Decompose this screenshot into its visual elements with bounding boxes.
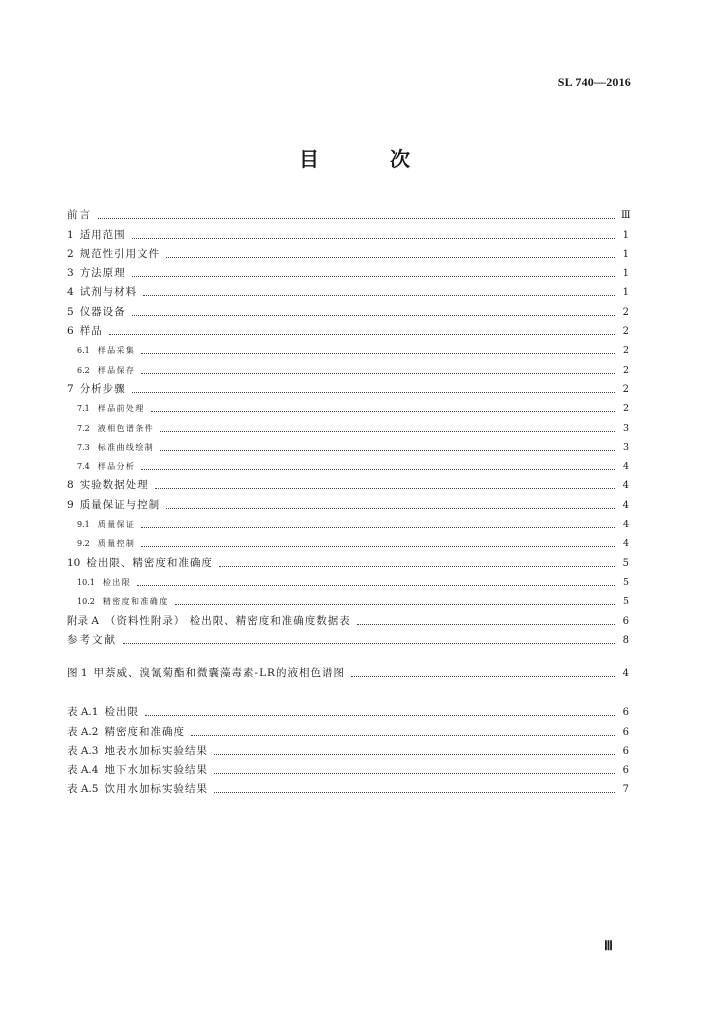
toc-entry-title: 试剂与材料 <box>79 286 138 299</box>
toc-entry-number: 7.2 <box>77 423 90 433</box>
toc-entry-page: 2 <box>622 403 629 415</box>
toc-entry-page: 3 <box>622 441 629 453</box>
toc-entry[interactable] <box>67 550 629 569</box>
toc-entry[interactable] <box>67 492 629 511</box>
dot-leader <box>151 410 615 412</box>
toc-entry-title: 参考文献 <box>67 633 117 646</box>
toc-entry-title: 检出限 <box>104 706 139 719</box>
dot-leader <box>132 275 615 277</box>
figure-entry[interactable] <box>67 661 629 680</box>
toc-entry-number: 10.1 <box>77 577 95 587</box>
toc-entry-title: （资料性附录） 检出限、精密度和准确度数据表 <box>104 614 351 627</box>
dot-leader <box>141 372 615 374</box>
dot-leader <box>109 333 615 335</box>
toc-entry-page: 4 <box>622 499 629 511</box>
toc-entry-number: 表 A.2 <box>67 725 99 738</box>
toc-entry-number: 表 A.1 <box>67 706 99 719</box>
toc-entry-number: 9.2 <box>77 539 90 549</box>
toc-entry-title: 精密度和准确度 <box>104 725 185 738</box>
toc-entry[interactable] <box>67 319 629 338</box>
toc-entry-page: 4 <box>622 461 629 473</box>
toc-entry-page: 6 <box>622 745 629 757</box>
toc-entry-page: 6 <box>622 765 629 777</box>
toc-entry[interactable] <box>67 473 629 492</box>
toc-entry-title: 方法原理 <box>79 267 126 280</box>
toc-entry-page: 8 <box>622 634 629 646</box>
dot-leader <box>219 565 615 567</box>
toc-entry-title: 样品保存 <box>97 365 136 375</box>
toc-entry-number: 附录 A <box>67 614 99 627</box>
toc-entry[interactable] <box>67 396 629 415</box>
dot-leader <box>137 584 615 586</box>
dot-leader <box>166 256 615 258</box>
toc-entry-number: 7.1 <box>77 404 90 414</box>
table-entry[interactable] <box>67 758 629 777</box>
toc-entry-number: 2 <box>67 247 74 260</box>
toc-entry-page: 1 <box>622 287 629 299</box>
toc-entry-number: 表 A.4 <box>67 764 99 777</box>
toc-entry-number: 1 <box>67 228 74 241</box>
dot-leader <box>214 772 615 774</box>
toc-entry-page: 4 <box>622 668 629 680</box>
toc-entry[interactable] <box>67 570 629 589</box>
toc-entry[interactable] <box>67 454 629 473</box>
dot-leader <box>123 642 615 644</box>
toc-entry-title: 检出限、精密度和准确度 <box>86 556 213 569</box>
table-entry[interactable] <box>67 700 629 719</box>
dot-leader <box>143 294 615 296</box>
toc-entry-number: 6.2 <box>77 365 90 375</box>
toc-entry[interactable] <box>67 357 629 376</box>
toc-entry[interactable] <box>67 628 629 647</box>
dot-leader <box>98 217 615 219</box>
toc-entry-title: 标准曲线绘制 <box>97 442 155 452</box>
toc-entry[interactable] <box>67 338 629 357</box>
toc-entry-title: 质量控制 <box>97 539 136 549</box>
toc-entry[interactable] <box>67 299 629 318</box>
toc-entry-number: 6 <box>67 325 74 338</box>
toc-table-list <box>67 700 629 796</box>
toc-entry-number: 10.2 <box>77 597 95 607</box>
toc-entry[interactable] <box>67 377 629 396</box>
dot-leader <box>141 468 615 470</box>
toc-entry-title: 样品前处理 <box>97 404 145 414</box>
dot-leader <box>357 623 615 625</box>
standard-code: SL 740—2016 <box>557 75 631 89</box>
toc-entry-page: 3 <box>622 422 629 434</box>
toc-entry-title: 精密度和准确度 <box>102 597 169 607</box>
toc-entry-title: 前言 <box>67 209 92 222</box>
dot-leader <box>141 526 615 528</box>
toc-entry-page: 5 <box>622 596 629 608</box>
toc-entry-title: 检出限 <box>102 577 132 587</box>
toc-entry-number: 表 A.3 <box>67 744 99 757</box>
dot-leader <box>132 314 615 316</box>
toc-entry-title: 样品分析 <box>97 462 136 472</box>
toc-entry-title: 样品 <box>79 325 103 338</box>
dot-leader <box>145 714 615 716</box>
toc-entry-title: 实验数据处理 <box>79 479 149 492</box>
dot-leader <box>155 487 615 489</box>
dot-leader <box>141 545 615 547</box>
toc-entry-title: 地下水加标实验结果 <box>104 764 208 777</box>
toc-entry[interactable] <box>67 608 629 627</box>
toc-entry[interactable] <box>67 435 629 454</box>
toc-entry[interactable] <box>67 512 629 531</box>
toc-entry-page: 7 <box>622 784 629 796</box>
toc-entry-page: 2 <box>622 345 629 357</box>
toc-entry-page: Ⅲ <box>621 210 631 222</box>
toc-entry-title: 适用范围 <box>79 228 126 241</box>
toc-entry-number: 5 <box>67 305 74 318</box>
toc-entry-page: 5 <box>622 576 629 588</box>
toc-entry-page: 1 <box>622 268 629 280</box>
toc-entry[interactable] <box>67 222 629 241</box>
toc-entry-number: 9.1 <box>77 520 90 530</box>
toc-entry-number: 图 1 <box>67 667 88 680</box>
toc-entry-number: 7 <box>67 382 74 395</box>
toc-figure-list <box>67 661 629 680</box>
toc-entry[interactable] <box>67 531 629 550</box>
toc-entry-title: 分析步骤 <box>79 382 126 395</box>
toc-entry-page: 5 <box>622 557 629 569</box>
dot-leader <box>166 507 615 509</box>
toc-entry-page: 4 <box>622 538 629 550</box>
toc-entry-page: 2 <box>622 326 629 338</box>
toc-entry-page: 6 <box>622 726 629 738</box>
dot-leader <box>191 734 615 736</box>
toc-entry-title: 液相色谱条件 <box>97 423 155 433</box>
table-entry[interactable] <box>67 719 629 738</box>
toc-entry-page: 4 <box>622 480 629 492</box>
toc-entry[interactable] <box>67 261 629 280</box>
dot-leader <box>214 791 615 793</box>
toc-entry-title: 甲萘威、溴氰菊酯和微囊藻毒素-LR的液相色谱图 <box>93 667 345 680</box>
page-title: 目 次 <box>299 147 442 171</box>
toc-entry-title: 饮用水加标实验结果 <box>104 783 208 796</box>
dot-leader <box>132 237 615 239</box>
toc-entry-number: 4 <box>67 286 74 299</box>
toc-entry-number: 7.3 <box>77 442 90 452</box>
toc-entry-title: 质量保证 <box>97 520 136 530</box>
toc-entry-page: 6 <box>622 615 629 627</box>
toc-entry-title: 地表水加标实验结果 <box>104 744 208 757</box>
toc-entry-title: 质量保证与控制 <box>79 498 161 511</box>
toc-entry-page: 4 <box>622 519 629 531</box>
toc-entry-number: 6.1 <box>77 346 90 356</box>
toc-entry-page: 1 <box>622 248 629 260</box>
toc-entry-page: 2 <box>622 383 629 395</box>
toc-entry-title: 仪器设备 <box>79 305 126 318</box>
toc-entry-page: 2 <box>622 306 629 318</box>
toc-entry-title: 样品采集 <box>97 346 136 356</box>
toc-entry-page: 2 <box>622 364 629 376</box>
toc-entry-number: 9 <box>67 498 74 511</box>
toc-entry[interactable] <box>67 415 629 434</box>
dot-leader <box>141 352 615 354</box>
toc-entry-number: 7.4 <box>77 462 90 472</box>
toc-entry[interactable] <box>67 242 629 261</box>
toc-entry-page: 1 <box>622 229 629 241</box>
dot-leader <box>214 753 615 755</box>
toc-entry-page: 6 <box>622 707 629 719</box>
dot-leader <box>160 430 615 432</box>
toc-entry-number: 10 <box>67 556 81 569</box>
dot-leader <box>175 603 615 605</box>
toc-entry[interactable] <box>67 589 629 608</box>
toc-entry-title: 规范性引用文件 <box>79 247 161 260</box>
dot-leader <box>351 675 615 677</box>
toc-entry-number: 3 <box>67 267 74 280</box>
table-entry[interactable] <box>67 739 629 758</box>
page-folio: Ⅲ <box>604 938 613 953</box>
toc-entry-number: 表 A.5 <box>67 783 99 796</box>
table-entry[interactable] <box>67 777 629 796</box>
dot-leader <box>132 391 615 393</box>
toc-entry[interactable] <box>67 280 629 299</box>
toc-main-list <box>67 203 629 647</box>
toc-entry-number: 8 <box>67 479 74 492</box>
dot-leader <box>160 449 615 451</box>
toc-entry[interactable] <box>67 203 629 222</box>
